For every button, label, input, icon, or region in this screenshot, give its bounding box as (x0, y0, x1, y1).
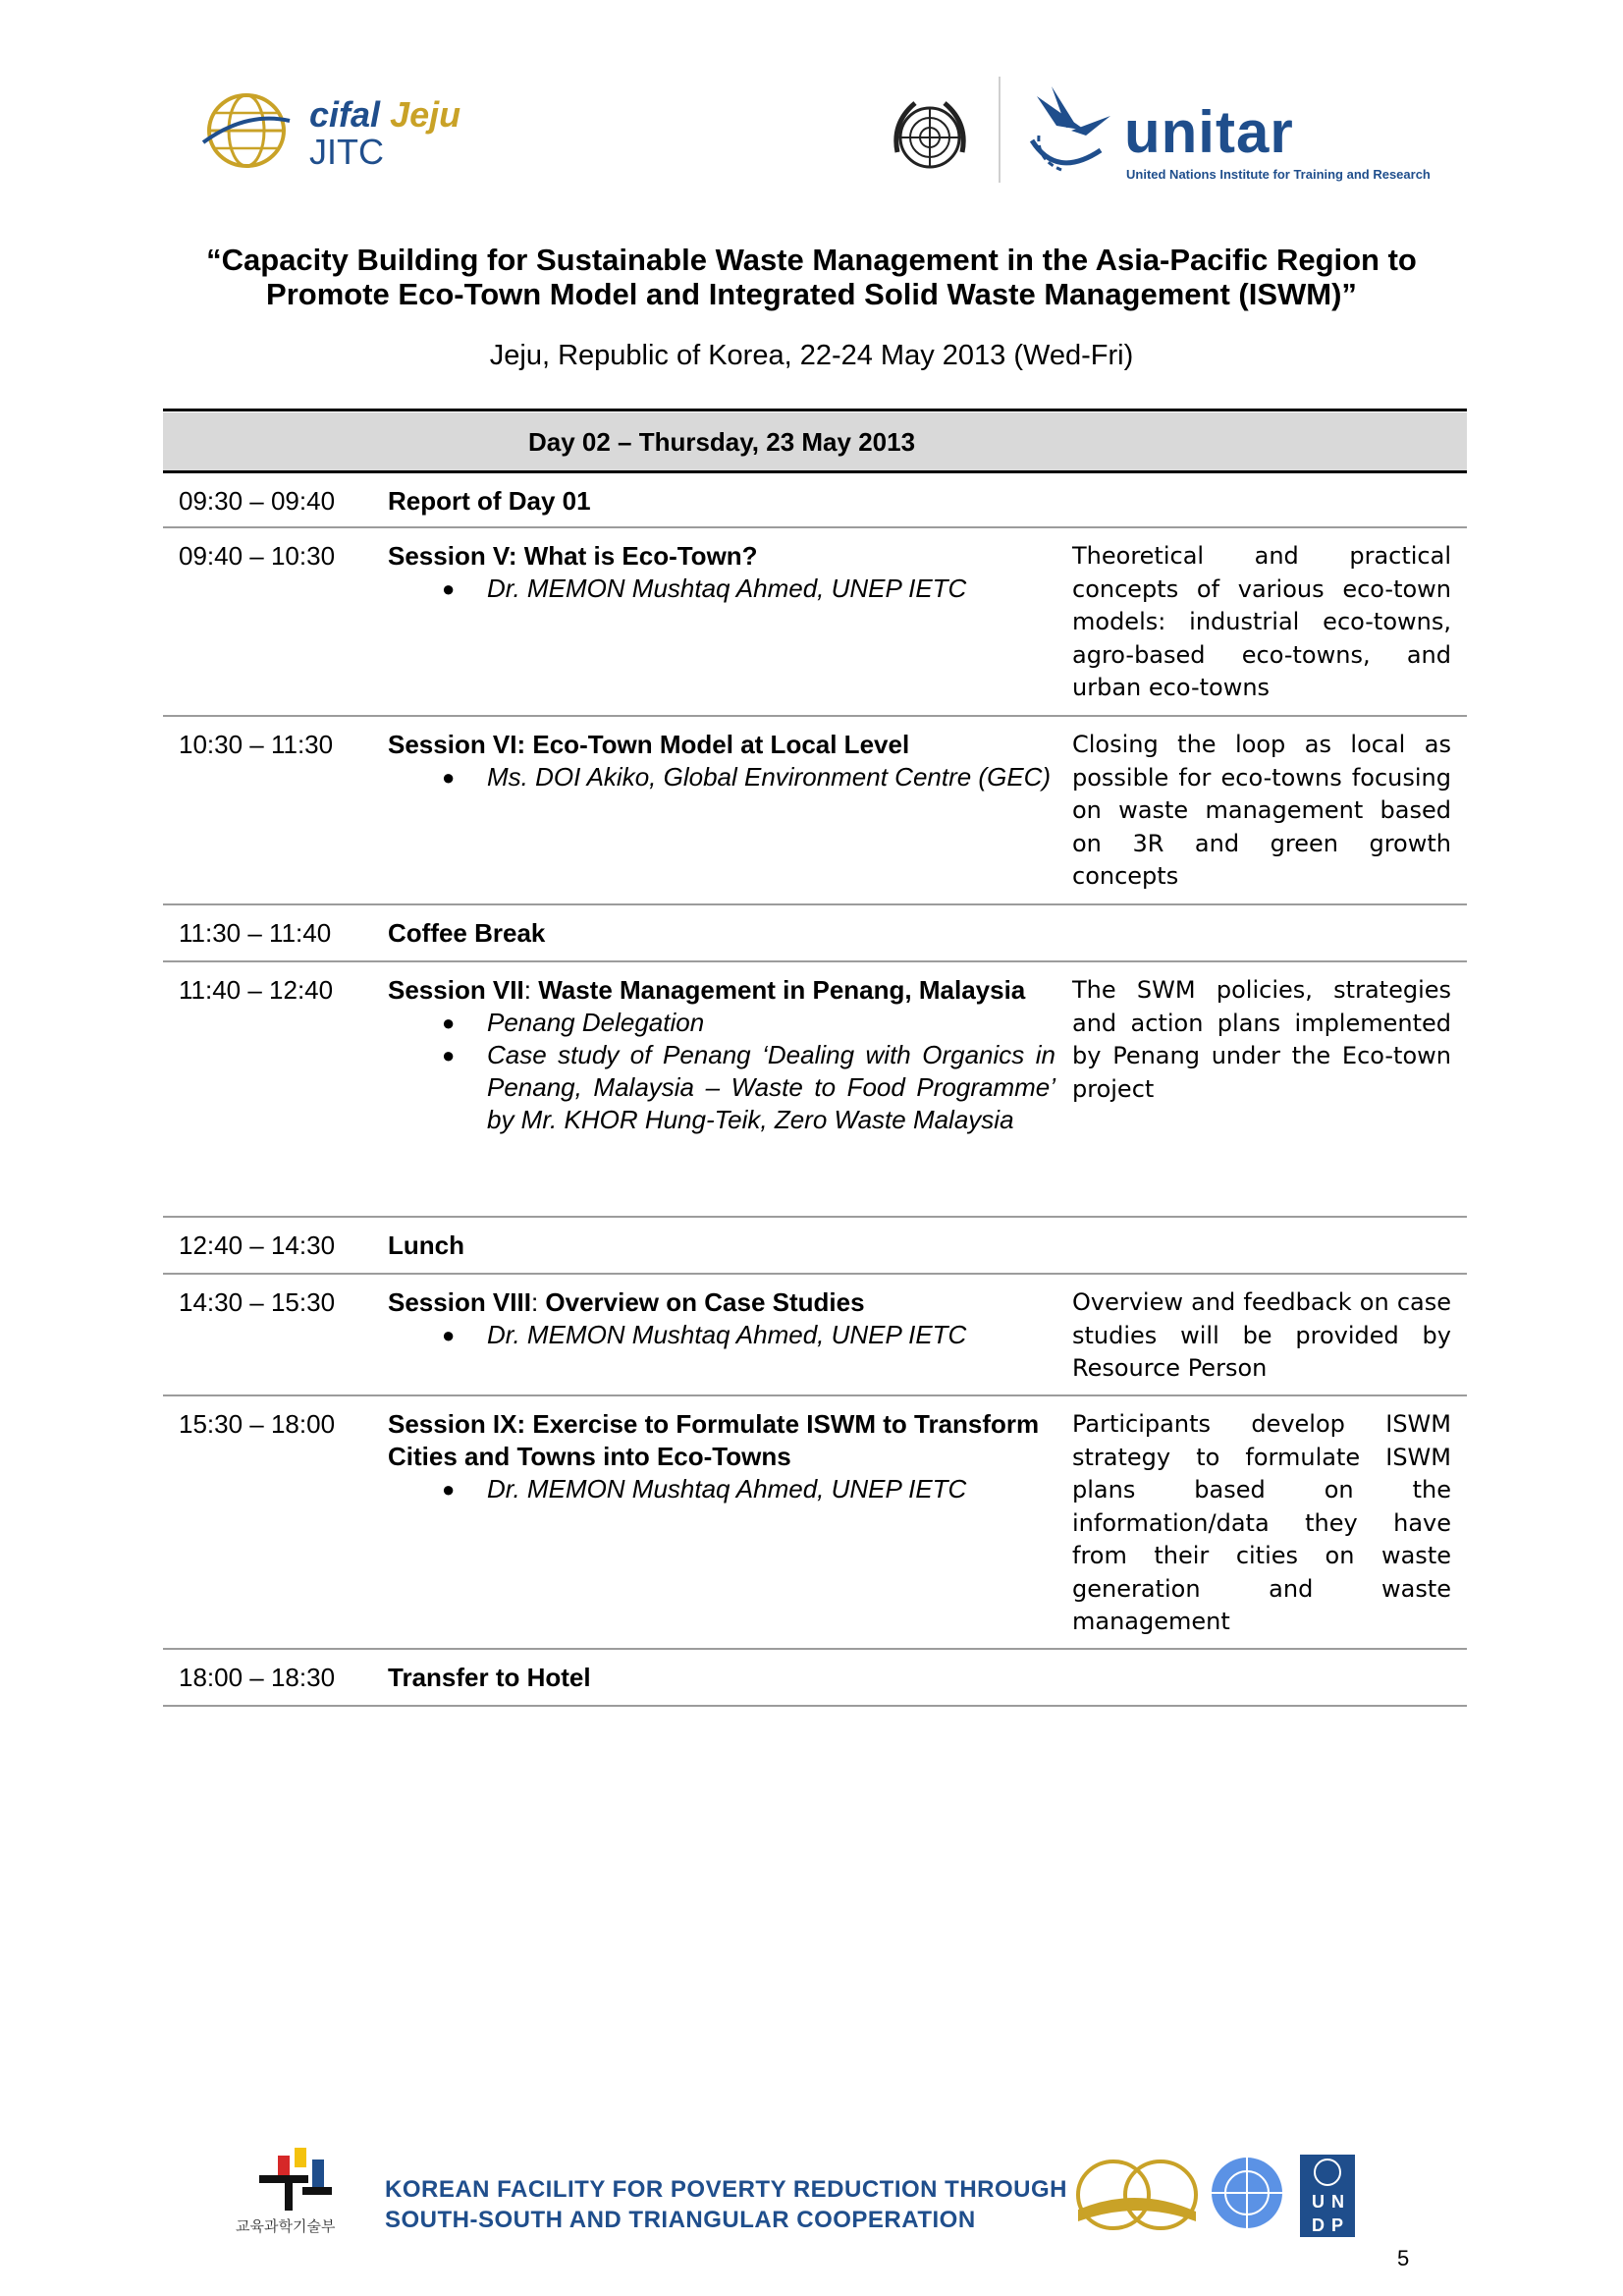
speaker-list (388, 573, 1055, 605)
korean-facility-text: KOREAN FACILITY FOR POVERTY REDUCTION THROUGH SOUTH-SOUTH AND TRIANGULAR COOPERATION (385, 2176, 1067, 2233)
row-session (388, 729, 1055, 793)
page-number: 5 (1397, 2246, 1410, 2270)
agenda-row-session-vii (163, 962, 1467, 1218)
row-time: 18:00 – 18:30 (179, 1663, 336, 1692)
undp-logo-icon (1300, 2155, 1355, 2237)
session-title: Session IX: Exercise to Formulate ISWM to Transform Cities and Towns into Eco-Towns (388, 1409, 1040, 1471)
undp-letter: D (1312, 2215, 1325, 2235)
header-divider (999, 77, 1001, 183)
ministry-name: 교육과학기술부 (236, 2217, 336, 2235)
row-time: 11:40 – 12:40 (179, 975, 334, 1005)
row-session (388, 485, 1055, 518)
speaker-list (388, 1473, 1055, 1505)
jitc-wordmark: JITC (309, 132, 384, 172)
un-emblem-icon (886, 93, 974, 182)
partner-logos (1072, 2151, 1357, 2239)
row-time: 14:30 – 15:30 (179, 1287, 336, 1317)
un-emblem-icon (1212, 2158, 1282, 2228)
session-title: Transfer to Hotel (388, 1663, 591, 1692)
undp-letter: P (1331, 2215, 1344, 2235)
document-title: “Capacity Building for Sustainable Waste Management in the Asia-Pacific Region to Promote Eco-Town Model and Integrated Solid Waste Management (ISWM)” (206, 243, 1417, 311)
session-title: Lunch (388, 1230, 464, 1260)
session-title: Coffee Break (388, 918, 546, 948)
row-time: 15:30 – 18:00 (179, 1409, 336, 1439)
speaker-list (388, 761, 1055, 793)
unitar-bird-icon (1017, 77, 1115, 185)
unitar-tagline: United Nations Institute for Training and Research (1126, 167, 1431, 182)
row-time: 09:30 – 09:40 (179, 486, 336, 516)
agenda-row-session-vi (163, 717, 1467, 905)
speaker-item: ● Penang Delegation (452, 1007, 1055, 1039)
row-session (388, 1230, 1055, 1262)
row-session (388, 1408, 1055, 1505)
row-session (388, 540, 1055, 605)
session-description: The SWM policies, strategies and action plans implemented by Penang under the Eco-town project (1072, 976, 1451, 1103)
speaker-item: ● Dr. MEMON Mushtaq Ahmed, UNEP IETC (452, 573, 1055, 605)
row-session (388, 917, 1055, 950)
row-session (388, 1662, 1055, 1694)
row-time: 10:30 – 11:30 (179, 730, 334, 759)
agenda-row-transfer (163, 1650, 1467, 1707)
speaker-item: ● Ms. DOI Akiko, Global Environment Centre (GEC) (452, 761, 1055, 793)
globe-icon (201, 91, 292, 170)
speaker-list (388, 1319, 1055, 1351)
table-top-rule (163, 409, 1467, 411)
session-description: Overview and feedback on case studies will be provided by Resource Person (1072, 1288, 1451, 1382)
speaker-list (388, 1007, 1055, 1136)
agenda-row-report (163, 473, 1467, 528)
undp-letter: U (1312, 2192, 1325, 2212)
session-title: Session VI: Eco-Town Model at Local Level (388, 730, 910, 759)
session-title: Session VII: Waste Management in Penang, Malaysia (388, 975, 1026, 1005)
session-description: Participants develop ISWM strategy to formulate ISWM plans based on the information/data they have from their cities on waste generation and waste management (1072, 1410, 1451, 1635)
unitar-wordmark: unitar (1124, 99, 1294, 165)
agenda-row-session-ix (163, 1396, 1467, 1650)
row-time: 12:40 – 14:30 (179, 1230, 336, 1260)
agenda-row-lunch (163, 1218, 1467, 1275)
undp-letter: N (1331, 2192, 1344, 2212)
row-time: 09:40 – 10:30 (179, 541, 336, 571)
speaker-item: ● Dr. MEMON Mushtaq Ahmed, UNEP IETC (452, 1473, 1055, 1505)
row-session (388, 1286, 1055, 1351)
row-session (388, 974, 1055, 1136)
cifal-wordmark: cifal Jeju (309, 94, 461, 135)
day-heading: Day 02 – Thursday, 23 May 2013 (527, 427, 916, 457)
speaker-item: ● Dr. MEMON Mushtaq Ahmed, UNEP IETC (452, 1319, 1055, 1351)
session-title: Session V: What is Eco-Town? (388, 541, 758, 571)
agenda-row-session-v (163, 528, 1467, 717)
agenda-row-session-viii (163, 1275, 1467, 1396)
session-title: Session VIII: Overview on Case Studies (388, 1287, 865, 1317)
session-title: Report of Day 01 (388, 486, 591, 516)
row-time: 11:30 – 11:40 (179, 918, 332, 948)
document-subtitle: Jeju, Republic of Korea, 22-24 May 2013 (Wed-Fri) (489, 340, 1134, 371)
cifal-jeju-logo (201, 86, 486, 175)
speaker-item: ● Case study of Penang ‘Dealing with Organics in Penang, Malaysia – Waste to Food Programme’ by Mr. KHOR Hung-Teik, Zero Waste Malaysia (452, 1039, 1055, 1136)
agenda-row-coffee-break (163, 905, 1467, 962)
session-description: Closing the loop as local as possible for eco-towns focusing on waste management based on 3R and green growth concepts (1072, 731, 1451, 890)
rings-logo-icon (1078, 2161, 1196, 2228)
session-description: Theoretical and practical concepts of various eco-town models: industrial eco-towns, agro-based eco-towns, and urban eco-towns (1072, 542, 1451, 701)
